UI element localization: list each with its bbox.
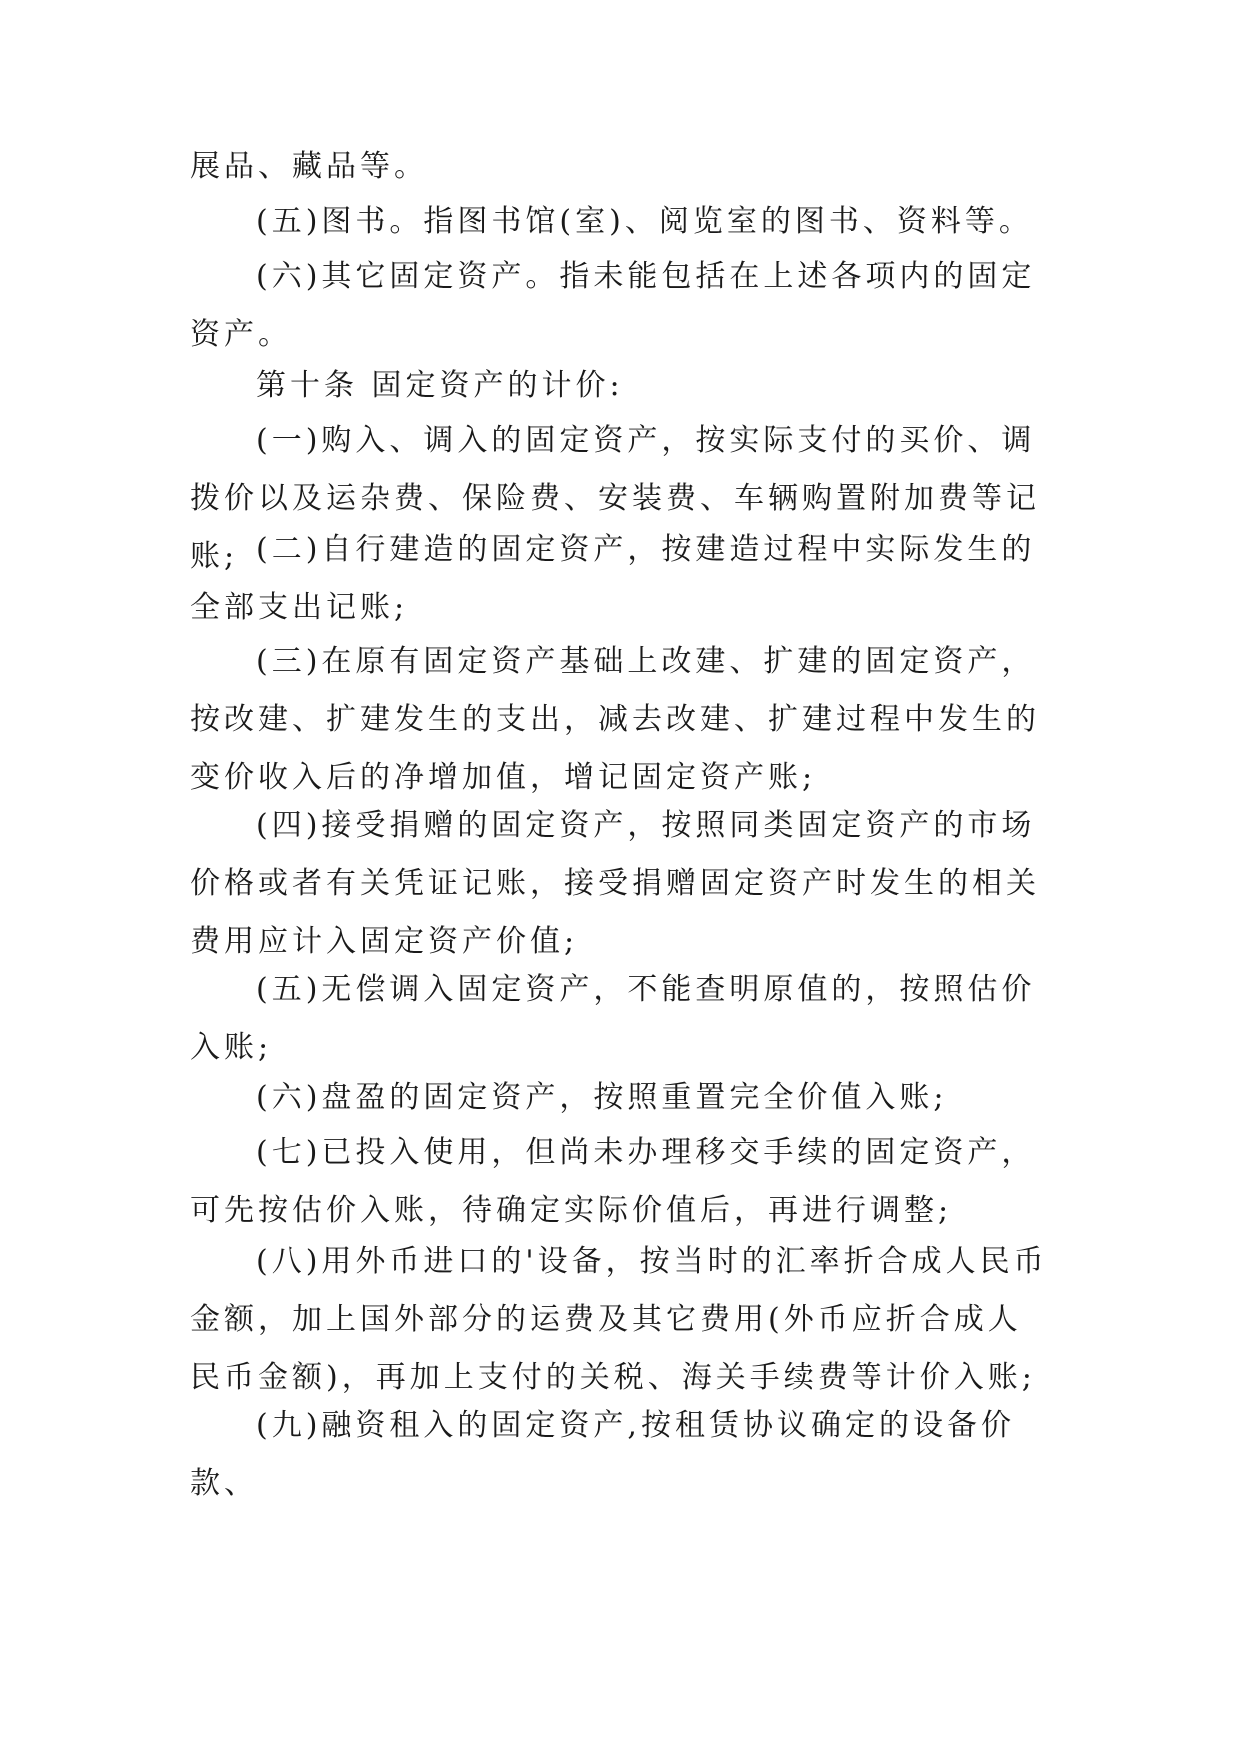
paragraph-item-9-finance-lease: (九)融资租入的固定资产,按租赁协议确定的设备价款、 xyxy=(190,1408,1015,1501)
paragraph-item-4-donation: (四)接受捐赠的固定资产，按照同类固定资产的市场价格或者有关凭证记账，接受捐赠固定资产时发生的相关费用应计入固定资产价值; xyxy=(190,808,1040,959)
paragraph-continuation: 展品、藏品等。 xyxy=(190,149,428,184)
paragraph-item-8-foreign-currency: (八)用外币进口的'设备，按当时的汇率折合成人民币金额，加上国外部分的运费及其它费用(外币应折合成人民币金额)，再加上支付的关税、海关手续费等计价入账; xyxy=(190,1244,1048,1395)
paragraph-item-2-self-built: (二)自行建造的固定资产，按建造过程中实际发生的全部支出记账; xyxy=(190,532,1036,625)
paragraph-item-6-other-assets: (六)其它固定资产。指未能包括在上述各项内的固定资产。 xyxy=(190,259,1036,352)
article-10-heading: 第十条 固定资产的计价: xyxy=(256,368,624,403)
paragraph-item-5-free-transfer: (五)无偿调入固定资产，不能查明原值的，按照估价入账; xyxy=(190,972,1036,1065)
paragraph-item-5-books: (五)图书。指图书馆(室)、阅览室的图书、资料等。 xyxy=(256,204,1033,239)
paragraph-item-1-purchase: (一)购入、调入的固定资产，按实际支付的买价、调拨价以及运杂费、保险费、安装费、车辆购置附加费等记账; xyxy=(190,423,1040,574)
paragraph-item-6-surplus: (六)盘盈的固定资产，按照重置完全价值入账; xyxy=(256,1080,948,1115)
paragraph-item-3-renovation: (三)在原有固定资产基础上改建、扩建的固定资产，按改建、扩建发生的支出，减去改建、扩建过程中发生的变价收入后的净增加值，增记固定资产账; xyxy=(190,644,1040,795)
paragraph-item-7-in-use: (七)已投入使用，但尚未办理移交手续的固定资产，可先按估价入账，待确定实际价值后，再进行调整; xyxy=(190,1135,1036,1228)
